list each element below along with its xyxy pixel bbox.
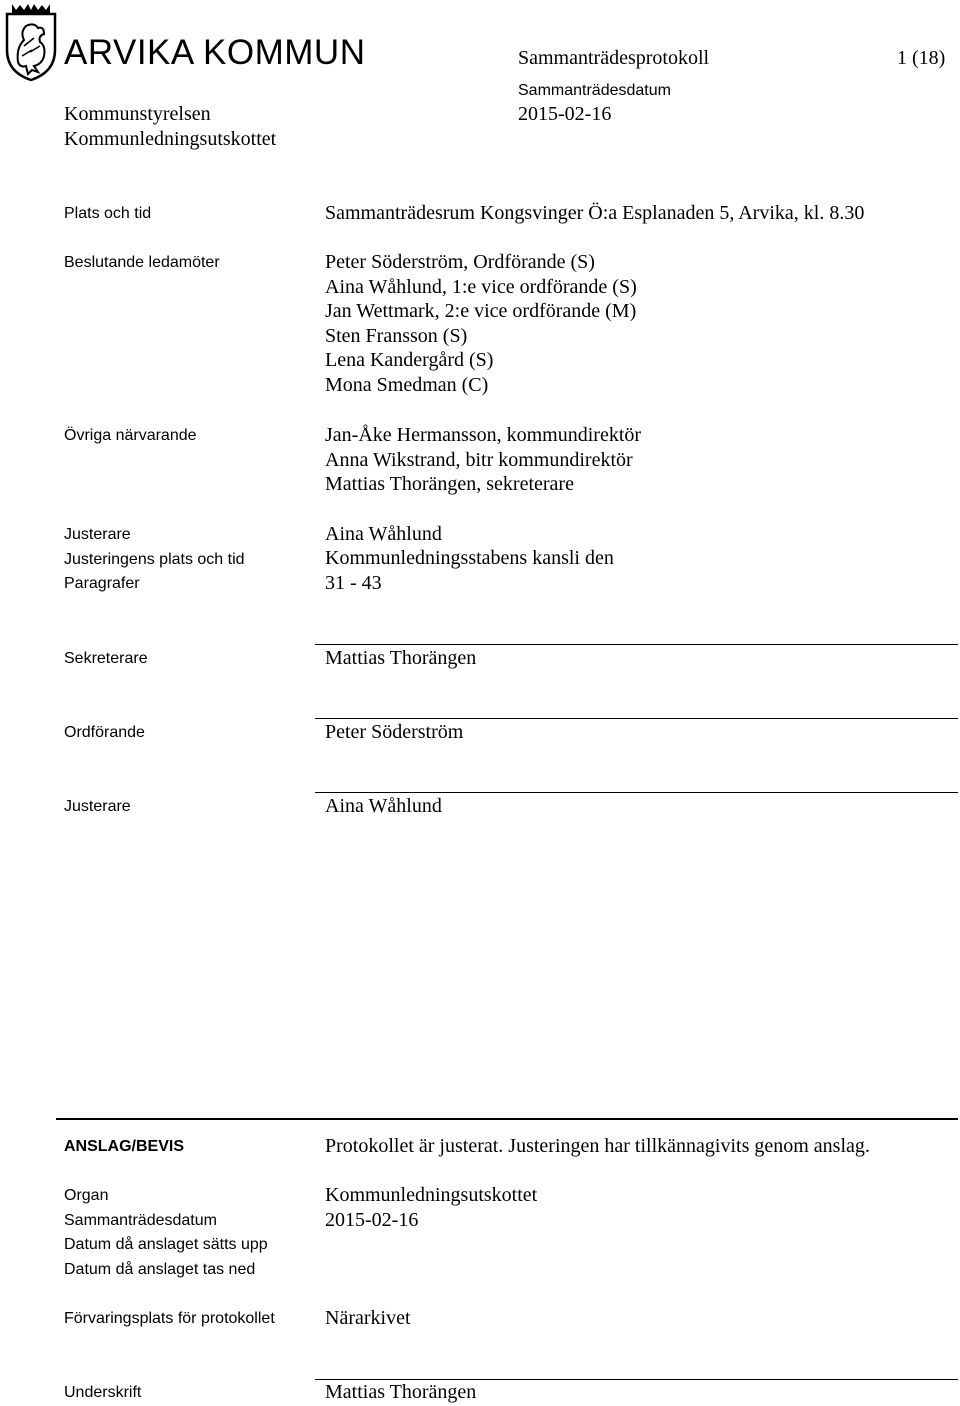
signature-line <box>315 792 958 793</box>
signature-name: Mattias Thorängen <box>325 1381 477 1403</box>
member-item: Sten Fransson (S) <box>325 325 468 347</box>
notice-statement: Protokollet är justerat. Justeringen har tillkännagivits genom anslag. <box>325 1135 870 1157</box>
member-item: Mona Smedman (C) <box>325 374 489 396</box>
signature-label: Underskrift <box>64 1384 142 1401</box>
signature-role-label: Ordförande <box>64 724 145 741</box>
document-type: Sammanträdesprotokoll <box>518 47 710 69</box>
adjust-place-label: Justeringens plats och tid <box>64 551 245 568</box>
adjust-place-value: Kommunledningsstabens kansli den <box>325 547 614 569</box>
notice-date-value: 2015-02-16 <box>325 1209 419 1231</box>
adjuster-label: Justerare <box>64 526 131 543</box>
meeting-date-label: Sammanträdesdatum <box>518 82 671 99</box>
others-label: Övriga närvarande <box>64 427 197 444</box>
other-attendee: Anna Wikstrand, bitr kommundirektör <box>325 449 633 471</box>
place-value: Sammanträdesrum Kongsvinger Ö:a Esplanaden 5, Arvika, kl. 8.30 <box>325 202 865 224</box>
org-name: Kommunstyrelsen <box>64 103 211 125</box>
notice-date-label: Sammanträdesdatum <box>64 1212 217 1229</box>
municipal-coat-of-arms <box>4 2 58 82</box>
adjuster-value: Aina Wåhlund <box>325 523 442 545</box>
member-item: Lena Kandergård (S) <box>325 349 494 371</box>
signature-role-label: Sekreterare <box>64 650 148 667</box>
removed-date-label: Datum då anslaget tas ned <box>64 1261 256 1278</box>
organ-label: Organ <box>64 1187 109 1204</box>
meeting-date: 2015-02-16 <box>518 103 612 125</box>
other-attendee: Jan-Åke Hermansson, kommundirektör <box>325 424 642 446</box>
page-number: 1 (18) <box>897 47 946 69</box>
signature-line <box>315 718 958 719</box>
signature-line <box>315 644 958 645</box>
committee-name: Kommunledningsutskottet <box>64 128 277 150</box>
member-item: Jan Wettmark, 2:e vice ordförande (M) <box>325 300 637 322</box>
storage-label: Förvaringsplats för protokollet <box>64 1310 275 1327</box>
signature-line <box>315 1379 958 1380</box>
posted-date-label: Datum då anslaget sätts upp <box>64 1236 268 1253</box>
member-item: Peter Söderström, Ordförande (S) <box>325 251 595 273</box>
signature-name: Mattias Thorängen <box>325 647 477 669</box>
signature-name: Peter Söderström <box>325 721 464 743</box>
storage-value: Närarkivet <box>325 1307 411 1329</box>
paragraphs-label: Paragrafer <box>64 575 140 592</box>
signature-name: Aina Wåhlund <box>325 795 442 817</box>
notice-divider <box>56 1118 958 1120</box>
logo-wordmark: ARVIKA KOMMUN <box>64 33 366 72</box>
paragraphs-value: 31 - 43 <box>325 572 382 594</box>
other-attendee: Mattias Thorängen, sekreterare <box>325 473 574 495</box>
member-item: Aina Wåhlund, 1:e vice ordförande (S) <box>325 276 637 298</box>
members-label: Beslutande ledamöter <box>64 254 220 271</box>
place-label: Plats och tid <box>64 205 152 222</box>
notice-heading: ANSLAG/BEVIS <box>64 1138 185 1155</box>
signature-role-label: Justerare <box>64 798 131 815</box>
organ-value: Kommunledningsutskottet <box>325 1184 538 1206</box>
